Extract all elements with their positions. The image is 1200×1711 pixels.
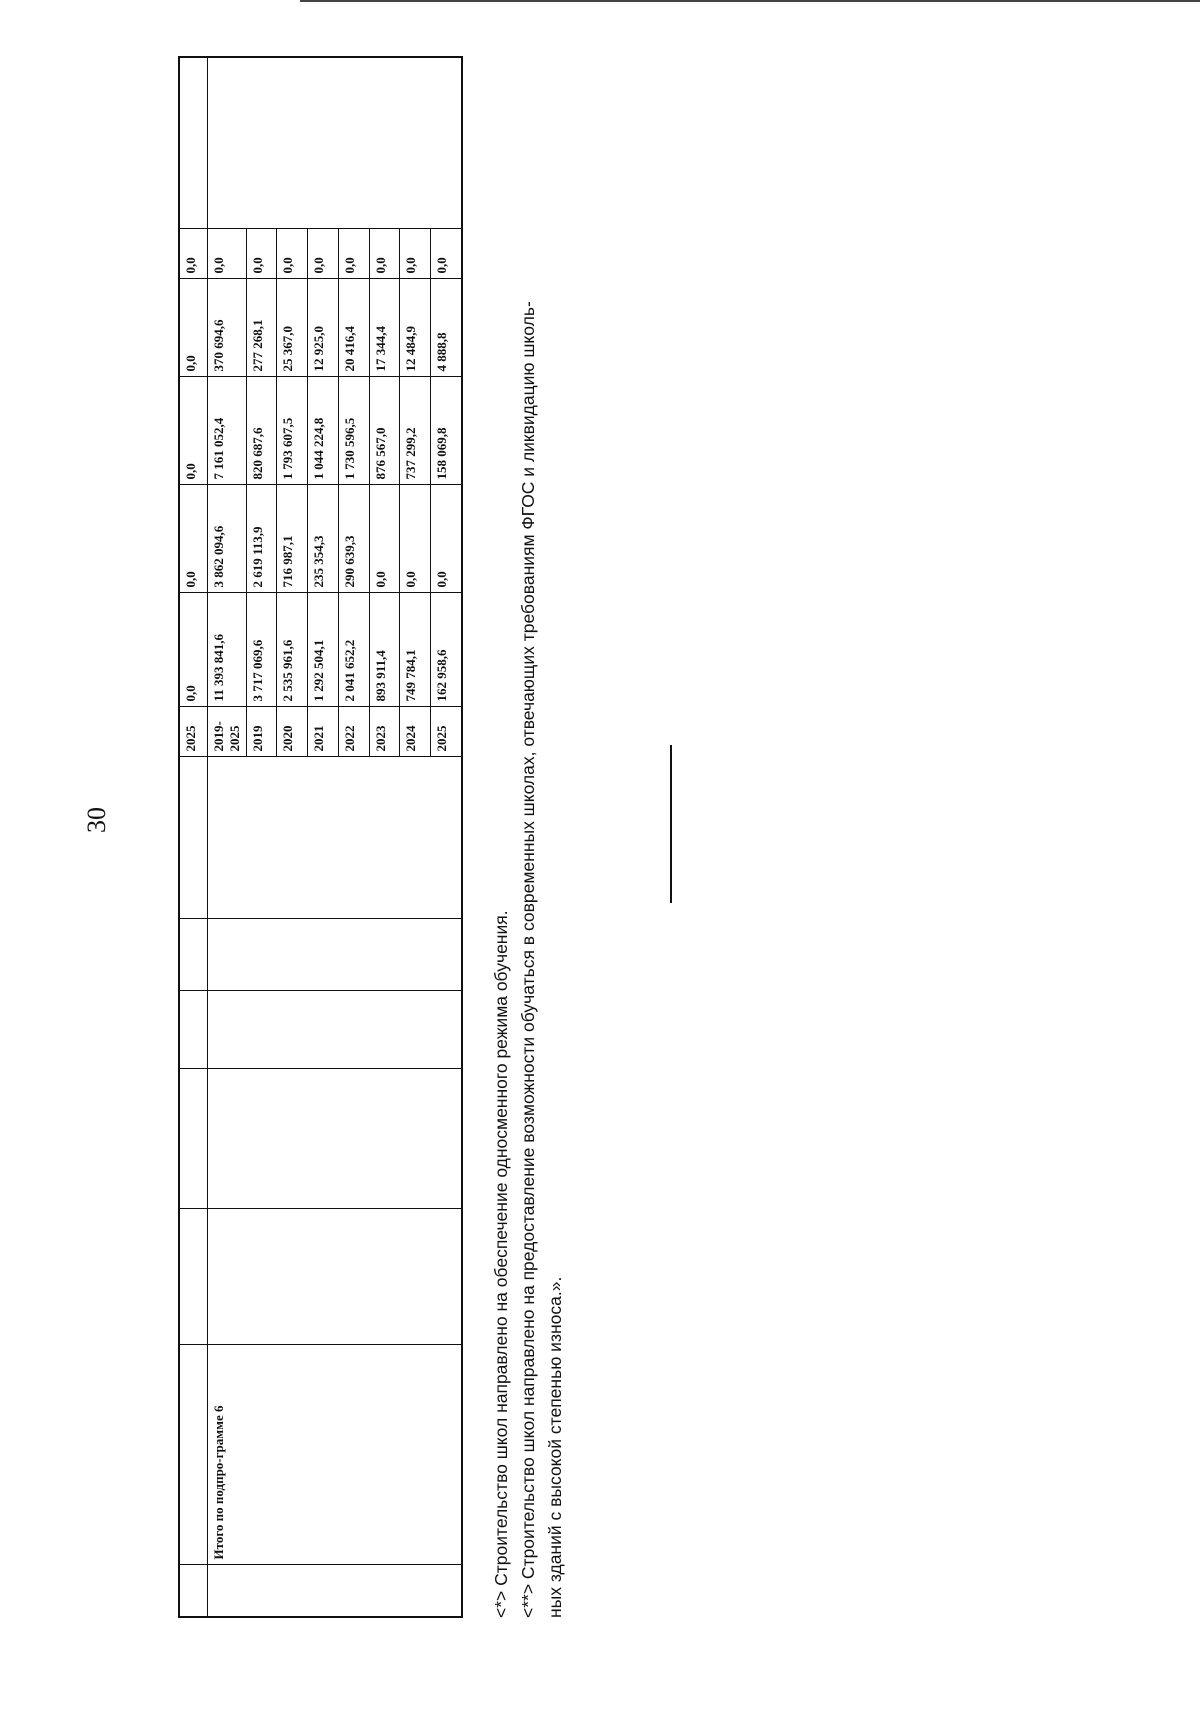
table-cell [179,57,207,229]
value-cell: 3 862 094,6 [207,485,246,593]
value-cell: 0,0 [369,485,400,593]
scan-edge-line [300,0,1200,2]
value-cell: 0,0 [246,229,277,279]
value-cell: 2 619 113,9 [246,485,277,593]
year-cell: 2022 [338,707,369,757]
value-cell: 0,0 [338,229,369,279]
table-cell: 0,0 [179,593,207,707]
value-cell: 2 041 652,2 [338,593,369,707]
table-header-row [179,57,207,1617]
value-cell: 0,0 [431,485,463,593]
value-cell: 2 535 961,6 [277,593,308,707]
table-cell: 0,0 [179,485,207,593]
table-cell [207,991,462,1069]
value-cell: 1 793 607,5 [277,377,308,485]
value-cell: 17 344,4 [369,279,400,377]
value-cell: 11 393 841,6 [207,593,246,707]
value-cell: 0,0 [400,485,431,593]
value-cell: 290 639,3 [338,485,369,593]
footnote-single-shift: <*> Строительство школ направлено на обеспечение односменного режима обучения. [491,910,511,1618]
value-cell: 162 958,6 [431,593,463,707]
table-cell [179,1069,207,1209]
footnote-modern-schools: <**> Строительство школ направлено на предоставление возможности обучаться в современных школах, отвечающих требованиям ФГОС и ликвидацию школь- [518,301,538,1618]
table-cell [207,1565,462,1617]
table-cell [207,57,462,229]
table-cell: 0,0 [179,377,207,485]
value-cell: 4 888,8 [431,279,463,377]
value-cell: 716 987,1 [277,485,308,593]
table-cell: 2025 [179,707,207,757]
value-cell: 1 044 224,8 [308,377,339,485]
value-cell: 876 567,0 [369,377,400,485]
value-cell: 0,0 [400,229,431,279]
table-cell: 0,0 [179,279,207,377]
table-cell [179,919,207,991]
table-cell: 0,0 [179,229,207,279]
value-cell: 0,0 [431,229,463,279]
table-cell [179,1345,207,1565]
value-cell: 3 717 069,6 [246,593,277,707]
value-cell: 0,0 [277,229,308,279]
subprogram-total-label: Итого по подпро-грамме 6 [207,1345,462,1565]
value-cell: 370 694,6 [207,279,246,377]
value-cell: 235 354,3 [308,485,339,593]
value-cell: 1 730 596,5 [338,377,369,485]
page-number: 30 [82,807,111,833]
rotated-page-content [178,58,658,1618]
table-cell [207,757,462,919]
value-cell: 0,0 [207,229,246,279]
value-cell: 0,0 [369,229,400,279]
year-cell: 2019-2025 [207,707,246,757]
year-cell: 2021 [308,707,339,757]
value-cell: 737 299,2 [400,377,431,485]
value-cell: 749 784,1 [400,593,431,707]
table-cell [207,919,462,991]
value-cell: 12 484,9 [400,279,431,377]
value-cell: 1 292 504,1 [308,593,339,707]
table-row [207,57,246,1617]
year-cell: 2023 [369,707,400,757]
separator-line [670,745,672,903]
table-cell [179,1565,207,1617]
value-cell: 20 416,4 [338,279,369,377]
value-cell: 25 367,0 [277,279,308,377]
year-cell: 2024 [400,707,431,757]
footnote-modern-schools-continuation: ных зданий с высокой степенью износа.». [545,1276,565,1618]
value-cell: 820 687,6 [246,377,277,485]
value-cell: 7 161 052,4 [207,377,246,485]
table-cell [179,757,207,919]
budget-table [178,56,463,1618]
value-cell: 12 925,0 [308,279,339,377]
value-cell: 158 069,8 [431,377,463,485]
table-cell [207,1069,462,1209]
value-cell: 0,0 [308,229,339,279]
year-cell: 2019 [246,707,277,757]
table-cell [179,991,207,1069]
table-cell [207,1209,462,1345]
value-cell: 893 911,4 [369,593,400,707]
table-cell [179,1209,207,1345]
year-cell: 2020 [277,707,308,757]
value-cell: 277 268,1 [246,279,277,377]
footnotes [488,58,569,1618]
year-cell: 2025 [431,707,463,757]
